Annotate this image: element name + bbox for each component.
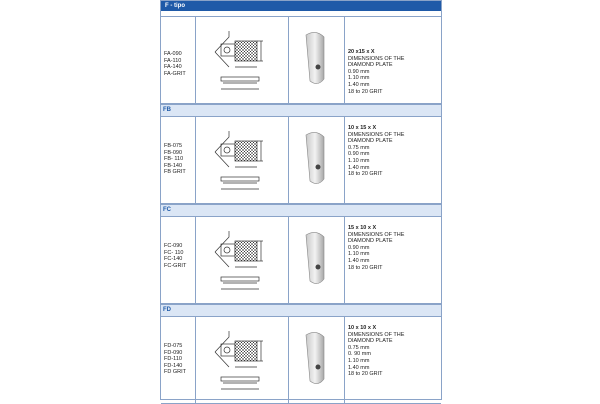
product-photo — [288, 217, 344, 303]
codes-cell — [161, 17, 196, 103]
code-item: FD-140 — [164, 362, 183, 369]
sections-container — [161, 16, 441, 404]
code-item: FB-090 — [164, 149, 183, 156]
product-row — [161, 216, 441, 304]
codes-cell — [161, 117, 196, 203]
spec-line: DIMENSIONS OF THE — [348, 55, 405, 62]
code-item: FD-090 — [164, 349, 183, 356]
code-item: FD-075 — [164, 343, 183, 349]
spec-line: DIMENSIONS OF THE — [348, 231, 405, 238]
spec-line: 0.75 mm — [348, 344, 370, 351]
code-item: FD GRIT — [164, 369, 186, 376]
spec-line: 18 to 20 GRIT — [348, 88, 383, 95]
code-item: FB-140 — [164, 162, 183, 169]
spec-line: DIAMOND PLATE — [348, 338, 393, 345]
codes-list — [164, 143, 186, 176]
spec-line: 1.40 mm — [348, 364, 370, 371]
spec-cell — [344, 317, 441, 403]
photo-cell — [288, 317, 345, 403]
drawing-cell — [195, 317, 289, 403]
spec-line: 1.40 mm — [348, 164, 370, 171]
table-header: F - tipo — [161, 1, 441, 11]
codes-cell — [161, 217, 196, 303]
section-label: FB — [161, 104, 441, 116]
code-item: FC-090 — [164, 243, 183, 249]
size-title: 10 x 10 x X — [348, 325, 377, 331]
spec-line: DIMENSIONS OF THE — [348, 131, 405, 138]
code-item: FC- 110 — [164, 249, 184, 256]
technical-drawing — [195, 117, 288, 203]
spec-text — [348, 49, 404, 95]
code-item: FB- 110 — [164, 156, 184, 163]
spec-line: DIAMOND PLATE — [348, 62, 393, 69]
technical-drawing — [195, 217, 288, 303]
codes-list — [164, 343, 186, 376]
codes-list — [164, 243, 186, 269]
size-title: 10 x 15 x X — [348, 125, 377, 131]
code-item: FA-090 — [164, 51, 182, 57]
spec-line: 18 to 20 GRIT — [348, 371, 383, 378]
technical-drawing — [195, 17, 288, 103]
spec-line: 1.40 mm — [348, 257, 370, 264]
spec-line: 18 to 20 GRIT — [348, 171, 383, 178]
spec-text — [348, 225, 404, 271]
spec-line: 0.90 mm — [348, 244, 370, 251]
code-item: FA-GRIT — [164, 70, 186, 77]
section-label: FD — [161, 304, 441, 316]
spec-line: 0.90 mm — [348, 151, 370, 158]
spec-line: 1.40 mm — [348, 81, 370, 88]
photo-cell — [288, 217, 345, 303]
code-item: FA-140 — [164, 64, 182, 71]
product-row — [161, 16, 441, 104]
codes-list — [164, 51, 186, 77]
product-photo — [288, 317, 344, 403]
code-item: FD-110 — [164, 356, 182, 363]
spec-text — [348, 325, 404, 378]
spec-cell — [344, 217, 441, 303]
code-item: FB GRIT — [164, 169, 186, 176]
spec-line: 1.10 mm — [348, 157, 370, 164]
product-photo — [288, 17, 344, 103]
spec-line: 0.75 mm — [348, 144, 370, 151]
section-label: FC — [161, 204, 441, 216]
size-title: 15 x 10 x X — [348, 225, 377, 231]
spec-line: 18 to 20 GRIT — [348, 264, 383, 271]
spec-line: DIMENSIONS OF THE — [348, 331, 405, 338]
photo-cell — [288, 17, 345, 103]
technical-drawing — [195, 317, 288, 403]
drawing-cell — [195, 117, 289, 203]
product-row — [161, 316, 441, 404]
code-item: FA-110 — [164, 57, 182, 64]
spec-line: 1.10 mm — [348, 75, 370, 82]
codes-cell — [161, 317, 196, 403]
spec-line: 1.10 mm — [348, 251, 370, 258]
spec-text — [348, 125, 404, 178]
spec-line: DIAMOND PLATE — [348, 138, 393, 145]
spec-cell — [344, 117, 441, 203]
code-item: FB-075 — [164, 143, 183, 149]
spec-line: 0. 90 mm — [348, 351, 371, 358]
catalog-table — [160, 0, 442, 400]
spec-line: 0.90 mm — [348, 68, 370, 75]
spec-line: DIAMOND PLATE — [348, 238, 393, 245]
drawing-cell — [195, 17, 289, 103]
spec-cell — [344, 17, 441, 103]
size-title: 20 x15 x X — [348, 49, 375, 55]
code-item: FC-140 — [164, 256, 183, 263]
drawing-cell — [195, 217, 289, 303]
photo-cell — [288, 117, 345, 203]
spec-line: 1.10 mm — [348, 357, 370, 364]
code-item: FC-GRIT — [164, 262, 187, 269]
product-row — [161, 116, 441, 204]
product-photo — [288, 117, 344, 203]
